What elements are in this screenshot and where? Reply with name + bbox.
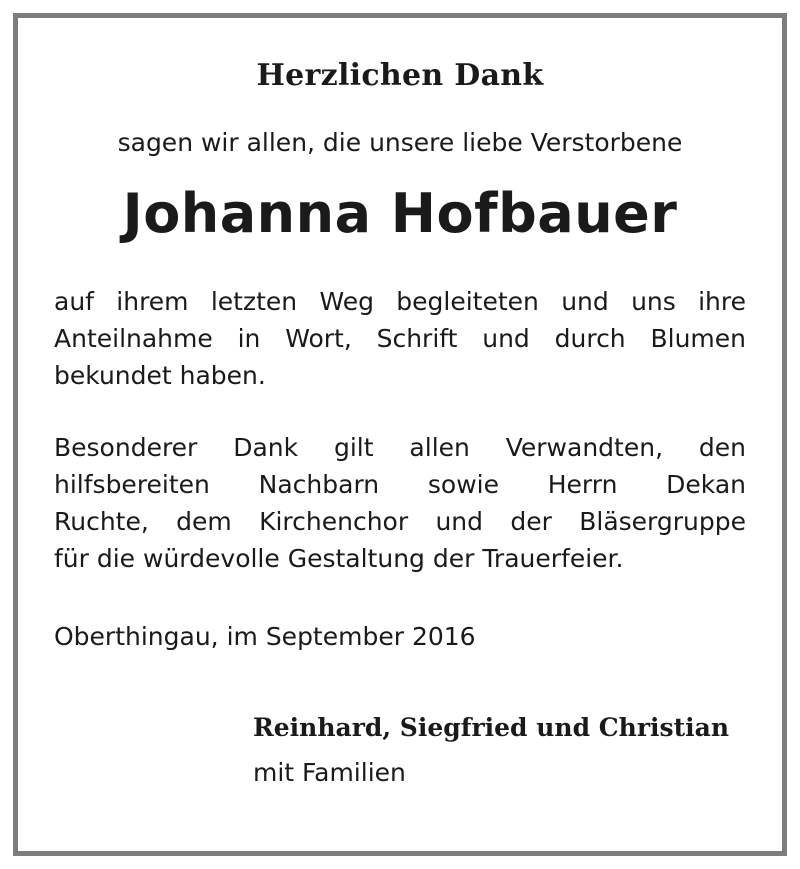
- signers: Reinhard, Siegfried und Christian: [253, 713, 730, 742]
- family-note: mit Familien: [253, 758, 406, 787]
- paragraph-line: Ruchte, dem Kirchenchor und der Bläsergruppe: [54, 507, 746, 536]
- special-thanks-paragraph: [54, 429, 746, 577]
- place-date: Oberthingau, im September 2016: [54, 622, 476, 651]
- notice-heading: Herzlichen Dank: [256, 58, 544, 93]
- paragraph-line: bekundet haben.: [54, 361, 266, 390]
- paragraph-line: auf ihrem letzten Weg begleiteten und uns ihre: [54, 287, 746, 316]
- paragraph-line: hilfsbereiten Nachbarn sowie Herrn Dekan: [54, 470, 746, 499]
- paragraph-line: Besonderer Dank gilt allen Verwandten, den: [54, 433, 746, 462]
- paragraph-line: Anteilnahme in Wort, Schrift und durch Blumen: [54, 324, 746, 353]
- notice-subline: sagen wir allen, die unsere liebe Verstorbene: [117, 128, 683, 157]
- thanks-paragraph: [54, 283, 746, 394]
- deceased-name: Johanna Hofbauer: [122, 182, 678, 245]
- paragraph-line: für die würdevolle Gestaltung der Trauerfeier.: [54, 544, 624, 573]
